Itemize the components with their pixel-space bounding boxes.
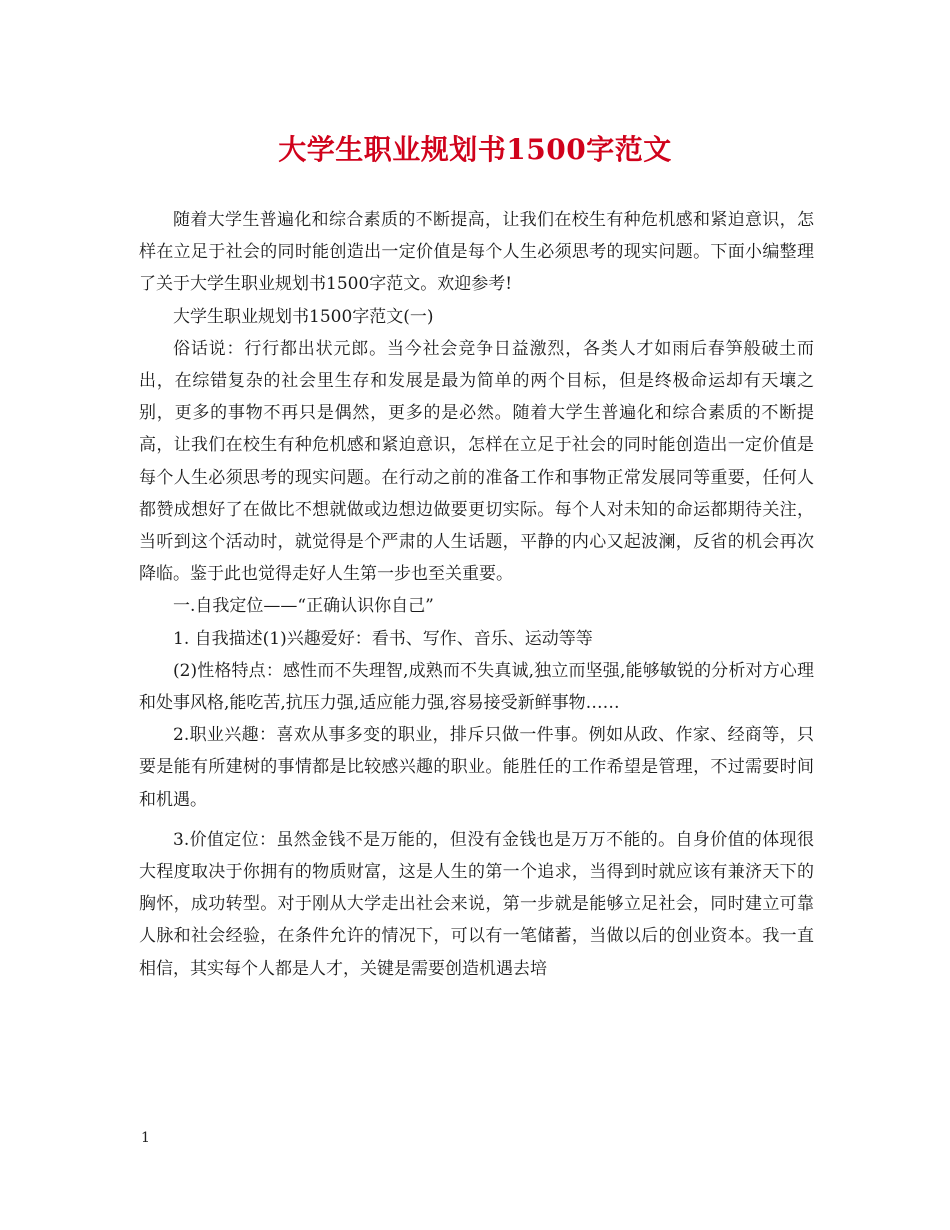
page-number: 1 — [141, 1130, 150, 1146]
list-item: 2.职业兴趣：喜欢从事多变的职业，排斥只做一件事。例如从政、作家、经商等，只要是能有所建树的事情都是比较感兴趣的职业。能胜任的工作希望是管理，不过需要时间和机遇。 — [139, 725, 814, 810]
document-title: 大学生职业规划书1500字范文 — [278, 133, 672, 166]
body-paragraph: 俗话说：行行都出状元郎。当今社会竞争日益激烈，各类人才如雨后春笋般破土而出，在综错复杂的社会里生存和发展是最为简单的两个目标，但是终极命运却有天壤之别，更多的事物不再只是偶然，更多的是必然。随着大学生普遍化和综合素质的不断提高，让我们在校生有种危机感和紧迫意识，怎样在立足于社会的同时能创造出一定价值是每个人生必须思考的现实问题。在行动之前的准备工作和事物正常发展同等重要，任何人都赞成想好了在做比不想就做或边想边做要更切实际。每个人对未知的命运都期待关注，当听到这个活动时，就觉得是个严肃的人生话题，平静的内心又起波澜，反省的机会再次降临。鉴于此也觉得走好人生第一步也至关重要。 — [139, 338, 814, 585]
document-body — [139, 204, 814, 985]
paragraph-gap — [139, 816, 814, 824]
section-heading: 大学生职业规划书1500字范文(一) — [173, 306, 434, 327]
subsection-heading: 一.自我定位——“正确认识你自己” — [173, 596, 434, 617]
list-item: 1. 自我描述(1)兴趣爱好：看书、写作、音乐、运动等等 — [173, 628, 593, 649]
list-item: 3.价值定位：虽然金钱不是万能的，但没有金钱也是万万不能的。自身价值的体现很大程度取决于你拥有的物质财富，这是人生的第一个追求，当得到时就应该有兼济天下的胸怀，成功转型。对于刚从大学走出社会来说，第一步就是能够立足社会，同时建立可靠人脉和社会经验，在条件允许的情况下，可以有一笔储蓄，当做以后的创业资本。我一直相信，其实每个人都是人才，关键是需要创造机遇去培 — [139, 829, 814, 979]
intro-paragraph: 随着大学生普遍化和综合素质的不断提高，让我们在校生有种危机感和紧迫意识，怎样在立足于社会的同时能创造出一定价值是每个人生必须思考的现实问题。下面小编整理了关于大学生职业规划书1500字范文。欢迎参考! — [139, 210, 814, 295]
list-item: (2)性格特点：感性而不失理智,成熟而不失真诚,独立而坚强,能够敏锐的分析对方心理和处事风格,能吃苦,抗压力强,适应能力强,容易接受新鲜事物…… — [139, 660, 814, 714]
